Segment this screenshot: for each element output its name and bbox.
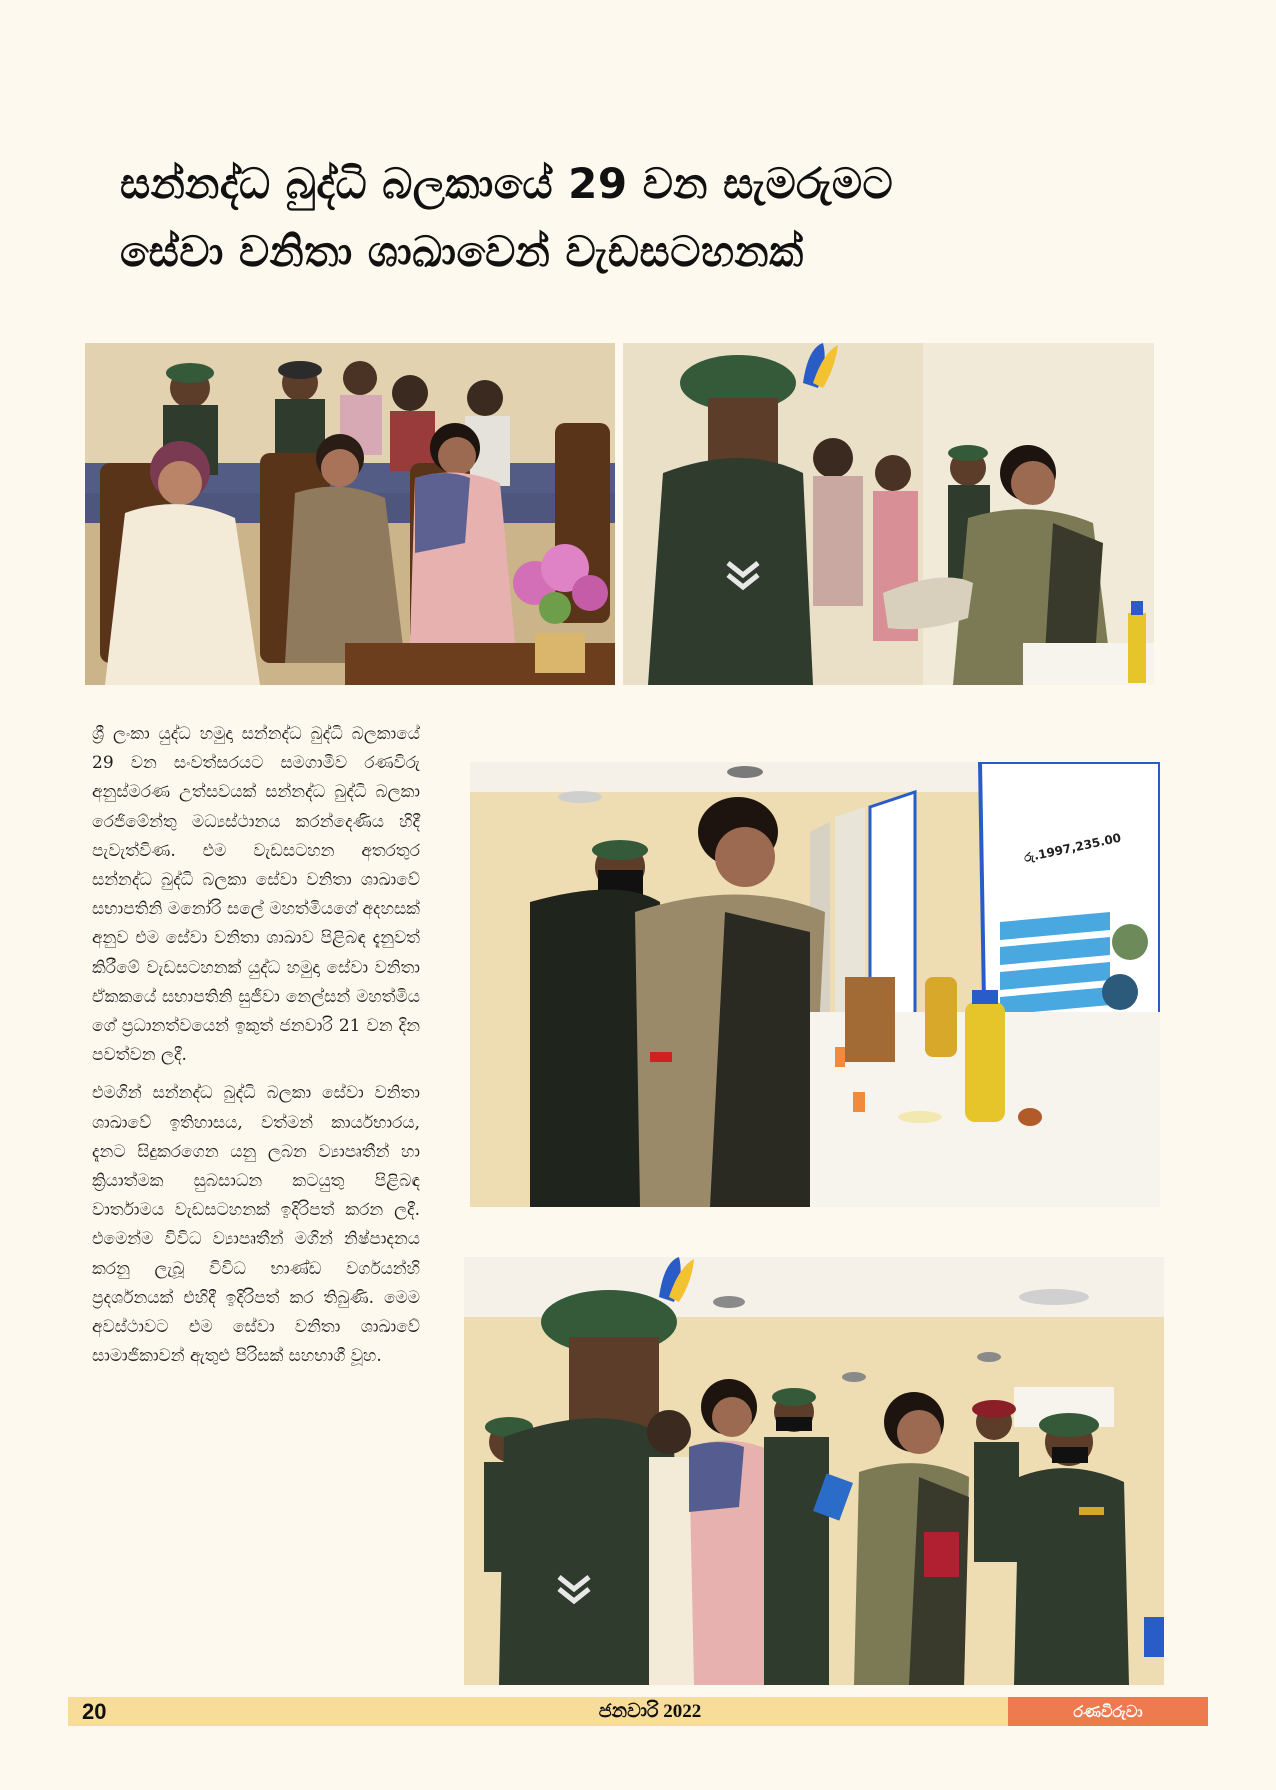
article-headline: [120, 150, 1120, 286]
article-paragraph-2: එමගින් සන්නද්ධ බුද්ධි බලකා සේවා වනිතා ශාඛාවේ ඉතිහාසය, වත්මන් කාර්යභාරය, දැනට සිදුකරගෙන යනු ලබන ව්‍යාපෘතීන් හා ක්‍රියාත්මක සුබසාධන කටයුතු පිළිබඳ වාර්තාමය වැඩසටහනක් ඉදිරිපත් කරන ලදී. එමෙන්ම විවිධ ව්‍යාපෘතීන් මගින් නිෂ්පාදනය කරනු ලැබූ විවිධ භාණ්ඩ වර්ගයන්හි ප්‍රදර්ශනයක් එහිදී ඉදිරිපත් කර තිබුණි. මෙම අවස්ථාවට එම සේවා වනිතා ශාඛාවේ සාමාජිකාවන් ඇතුළු පිරිසක් සහභාගී වූහ.: [92, 1083, 420, 1367]
page-number: 20: [82, 1699, 107, 1724]
article-paragraph-1: ශ්‍රී ලංකා යුද්ධ හමුදා සන්නද්ධ බුද්ධි බලකායේ 29 වන සංවත්සරයට සමගාමීව රණවිරු අනුස්මරණ උත්සවයක් සන්නද්ධ බුද්ධි බලකා රෙජිමේන්තු මධ්‍යස්ථානය කරන්දෙණිය හිදී පැවැත්විණ. එම වැඩසටහන අතරතුර සන්නද්ධ බුද්ධි බලකා සේවා වනිතා ශාඛාවේ සභාපතිනි මනෝරි සලේ මහත්මියගේ අදහසක් අනුව එම සේවා වනිතා ශාඛාව පිළිබඳ දැනුවත් කිරීමේ වැඩසටහනක් යුද්ධ හමුදා සේවා වනිතා ඒකකයේ සභාපතිනි සුජීවා නෙල්සන් මහත්මිය ගේ ප්‍රධානත්වයෙන් ඉකුත් ජනවාරි 21 වන දින පවත්වන ලදී.: [92, 724, 420, 1066]
photo-seated-guests: [85, 343, 615, 685]
headline-line-2: සේවා වනිතා ශාඛාවෙන් වැඩසටහනක්: [120, 227, 804, 276]
board-amount-text: රු.1997,235.00: [1022, 830, 1123, 865]
article-body: [92, 720, 420, 1380]
photo-exhibition-board: [470, 762, 1160, 1207]
magazine-name-tag: රණවිරුවා: [1008, 1697, 1208, 1726]
photo-product-inspection: [623, 343, 1154, 685]
issue-date: ජනවාරි 2022: [598, 1701, 702, 1722]
photo-group-walkthrough: [464, 1257, 1164, 1685]
headline-line-1: සන්නද්ධ බුද්ධි බලකායේ 29 වන සැමරුමට: [120, 159, 894, 208]
